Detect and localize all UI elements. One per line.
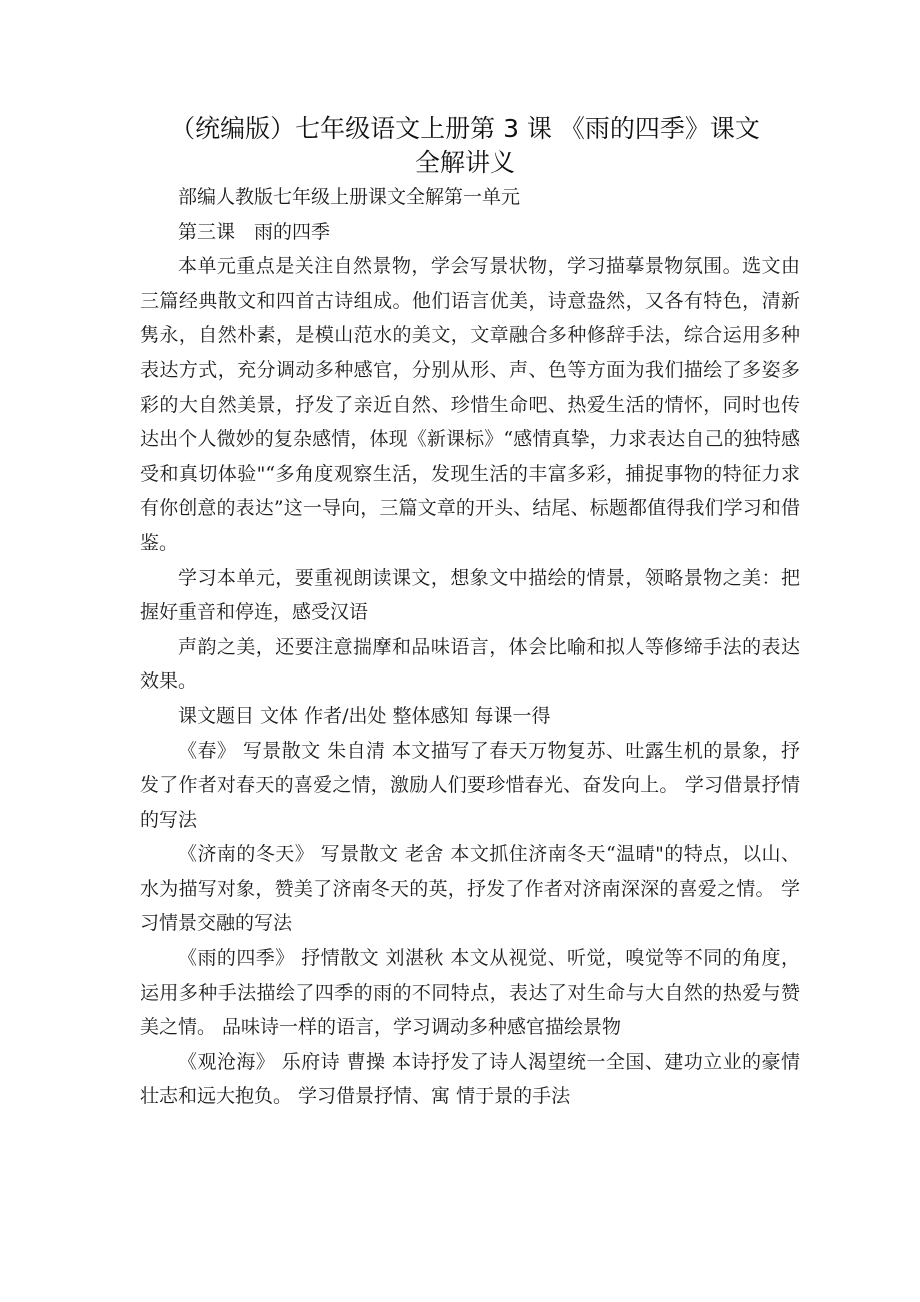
title-line-1: （统编版）七年级语文上册第 3 课 《雨的四季》课文 <box>170 114 760 143</box>
document-body <box>140 180 800 1114</box>
table-header-line: 课文题目 文体 作者/出处 整体感知 每课一得 <box>178 704 551 727</box>
lesson-entry-jinan-winter: 《济南的冬天》 写景散文 老舍 本文抓住济南冬天“温晴"的特点，以山、 水为描写对象，赞美了济南冬天的英，抒发了作者对济南深深的喜爱之情。 学习情景交融的写法 <box>140 843 800 935</box>
document-title <box>140 112 790 180</box>
title-line-2: 全解讲义 <box>414 148 515 177</box>
lesson-entry-guan-canghai: 《观沧海》 乐府诗 曹操 本诗抒发了诗人渴望统一全国、建功立业的豪情壮志和远大抱负。 学习借景抒情、寓 情于景的手法 <box>140 1050 800 1108</box>
lesson-entry-spring: 《春》 写景散文 朱自清 本文描写了春天万物复苏、吐露生机的景象，抒发了作者对春天的喜爱之情，激励人们要珍惜春光、奋发向上。 学习借景抒情的写法 <box>140 739 800 831</box>
subtitle-unit: 部编人教版七年级上册课文全解第一单元 <box>178 186 521 208</box>
paragraph-language-beauty: 声韵之美，还要注意揣摩和品味语言，体会比喻和拟人等修缔手法的表达效果。 <box>140 635 800 693</box>
paragraph-unit-focus: 本单元重点是关注自然景物，学会写景状物，学习描摹景物氛围。选文由三篇经典散文和四首古诗组成。他们语言优美，诗意盎然，又各有特色，清新隽永，自然朴素，是模山范水的美文，文章融合多种修辞手法，综合运用多种表达方式，充分调动多种感官，分别从形、声、色等方面为我们描绘了多姿多彩的大自然美景，抒发了亲近自然、珍惜生命吧、热爱生活的情怀，同时也传达出个人微妙的复杂感情，体现《新课标》“感情真挚，力求表达自己的独特感受和真切体验"“多角度观察生活，发现生活的丰富多彩，捕捉事物的特征力求有你创意的表达”这一导向，三篇文章的开头、结尾、标题都值得我们学习和借鉴。 <box>140 255 800 554</box>
subtitle-lesson: 第三课 雨的四季 <box>178 220 331 243</box>
lesson-entry-rain-seasons: 《雨的四季》 抒情散文 刘湛秋 本文从视觉、听觉，嗅觉等不同的角度， 运用多种手法描绘了四季的雨的不同特点，表达了对生命与大自然的热爱与赞美之情。 品味诗一样的语言，学习调动多种感官描绘景物 <box>140 947 800 1039</box>
paragraph-study-method: 学习本单元，要重视朗读课文，想象文中描绘的情景，领略景物之美：把握好重音和停连，感受汉语 <box>140 566 800 624</box>
